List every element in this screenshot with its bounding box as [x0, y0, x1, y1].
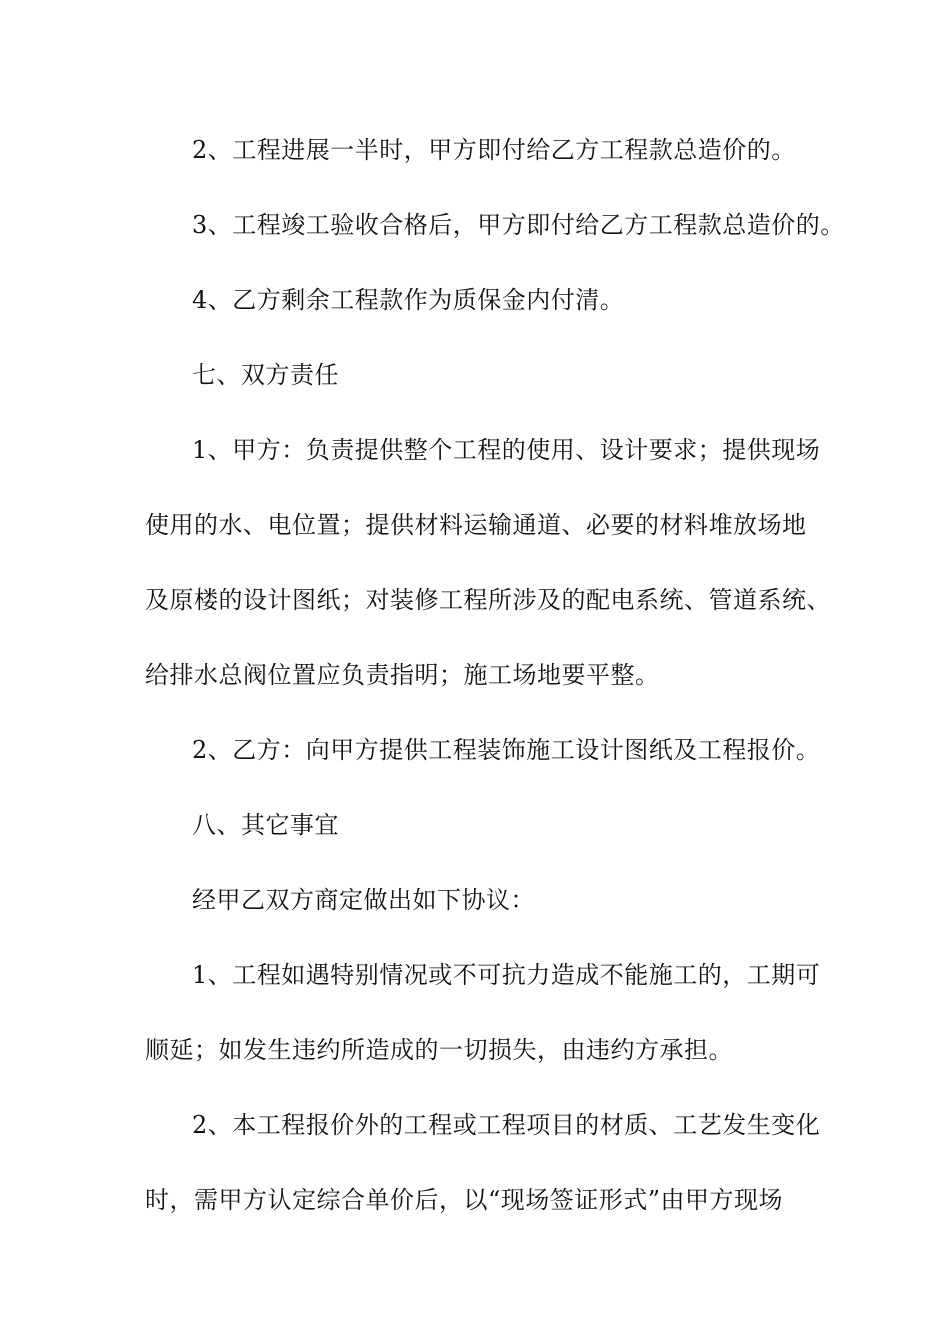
payment-clause-3: 3、工程竣工验收合格后，甲方即付给乙方工程款总造价的。	[192, 211, 845, 239]
responsibility-party-a-line-1: 1、甲方：负责提供整个工程的使用、设计要求；提供现场	[192, 436, 821, 464]
responsibility-party-a-line-4: 给排水总阀位置应负责指明；施工场地要平整。	[145, 661, 660, 689]
other-clause-1-line-2: 顺延；如发生违约所造成的一切损失，由违约方承担。	[145, 1036, 733, 1064]
section-heading-7: 七、双方责任	[192, 361, 339, 389]
responsibility-party-b: 2、乙方：向甲方提供工程装饰施工设计图纸及工程报价。	[192, 736, 821, 764]
payment-clause-2: 2、工程进展一半时，甲方即付给乙方工程款总造价的。	[192, 136, 796, 164]
section-heading-8: 八、其它事宜	[192, 811, 339, 839]
other-clause-1-line-1: 1、工程如遇特别情况或不可抗力造成不能施工的，工期可	[192, 961, 821, 989]
other-clause-2-line-1: 2、本工程报价外的工程或工程项目的材质、工艺发生变化	[192, 1111, 821, 1139]
other-clause-2-line-2: 时，需甲方认定综合单价后，以“现场签证形式”由甲方现场	[145, 1186, 784, 1214]
responsibility-party-a-line-3: 及原楼的设计图纸；对装修工程所涉及的配电系统、管道系统、	[145, 586, 831, 614]
agreement-intro: 经甲乙双方商定做出如下协议：	[192, 886, 535, 914]
payment-clause-4: 4、乙方剩余工程款作为质保金内付清。	[192, 286, 625, 314]
responsibility-party-a-line-2: 使用的水、电位置；提供材料运输通道、必要的材料堆放场地	[145, 511, 807, 539]
